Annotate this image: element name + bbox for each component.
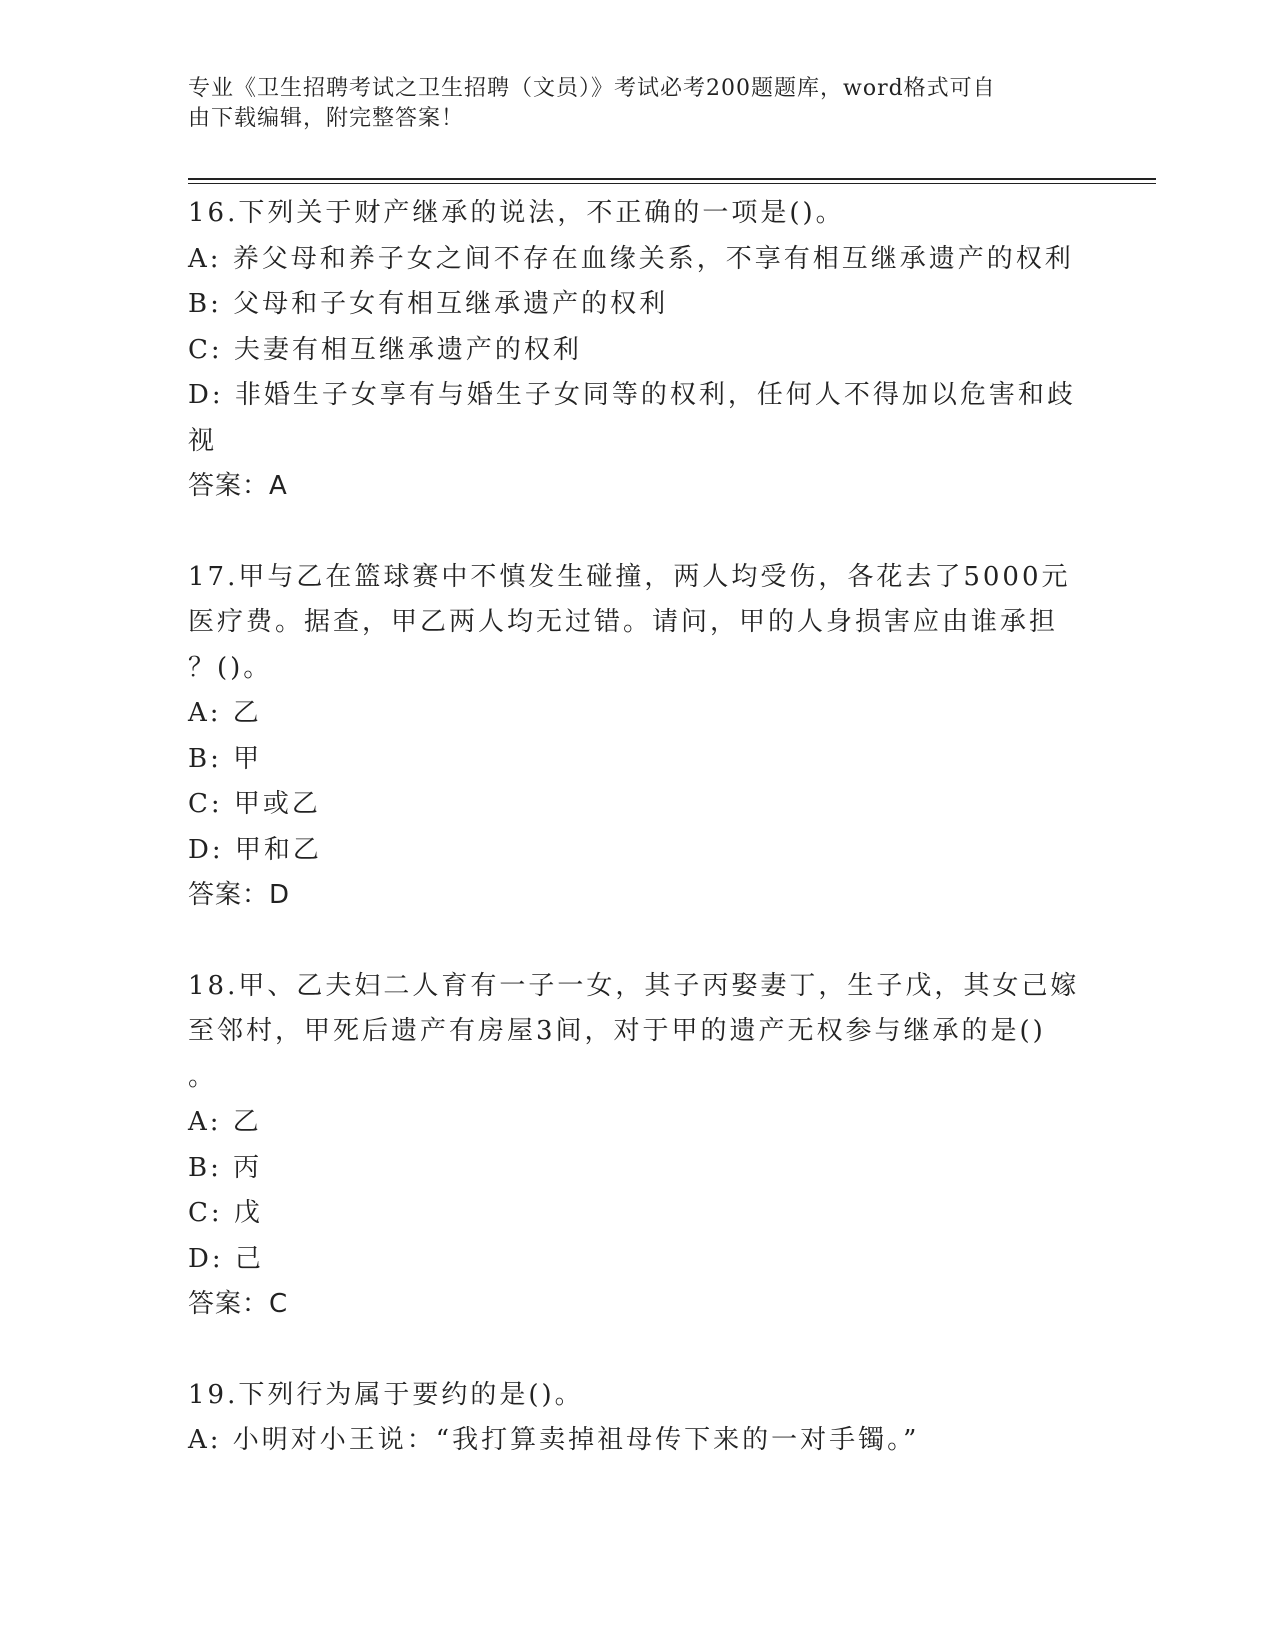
option-d: D: 非婚生子女享有与婚生子女同等的权利，任何人不得加以危害和歧 (188, 380, 1076, 410)
option-d: D: 己 (188, 1243, 264, 1274)
question-17 (188, 555, 1088, 919)
option-a: A: 乙 (188, 698, 262, 728)
header-line-2: 由下载编辑，附完整答案！ (188, 106, 465, 131)
option-d-continued: 视 (188, 425, 218, 456)
question-stem-continued: ？()。 (188, 652, 273, 683)
option-c: C: 夫妻有相互继承遗产的权利 (188, 334, 582, 365)
answer: 答案：A (188, 471, 288, 501)
header-divider-thin (188, 183, 1156, 184)
question-stem: 18.甲、乙夫妇二人育有一子一女，其子丙娶妻丁，生子戊，其女己嫁 (188, 970, 1080, 1001)
option-b: B: 父母和子女有相互继承遗产的权利 (188, 289, 669, 319)
question-18 (188, 964, 1088, 1328)
question-16 (188, 191, 1088, 510)
document-header (188, 74, 1068, 134)
question-stem-continued: 至邻村，甲死后遗产有房屋3间，对于甲的遗产无权参与继承的是() (188, 1016, 1046, 1046)
header-divider (188, 178, 1156, 180)
question-stem: 17.甲与乙在篮球赛中不慎发生碰撞，两人均受伤，各花去了5000元 (188, 561, 1071, 592)
option-b: B: 甲 (188, 743, 263, 774)
question-stem: 16.下列关于财产继承的说法，不正确的一项是()。 (188, 198, 845, 228)
option-a: A: 小明对小王说：“我打算卖掉祖母传下来的一对手镯。” (188, 1425, 920, 1455)
question-stem: 19.下列行为属于要约的是()。 (188, 1379, 584, 1410)
question-19 (188, 1373, 1088, 1464)
header-line-1: 专业《卫生招聘考试之卫生招聘（文员）》考试必考200题题库，word格式可自 (188, 76, 996, 101)
question-list (188, 191, 1088, 1509)
question-stem-continued: 。 (188, 1061, 218, 1092)
answer: 答案：D (188, 880, 291, 910)
answer: 答案：C (188, 1289, 289, 1319)
question-stem-continued: 医疗费。据查，甲乙两人均无过错。请问，甲的人身损害应由谁承担 (188, 607, 1059, 637)
option-a: A: 养父母和养子女之间不存在血缘关系，不享有相互继承遗产的权利 (188, 243, 1074, 274)
option-d: D: 甲和乙 (188, 834, 322, 865)
option-c: C: 甲或乙 (188, 789, 321, 819)
option-b: B: 丙 (188, 1152, 263, 1183)
option-c: C: 戊 (188, 1198, 263, 1228)
option-a: A: 乙 (188, 1107, 262, 1137)
